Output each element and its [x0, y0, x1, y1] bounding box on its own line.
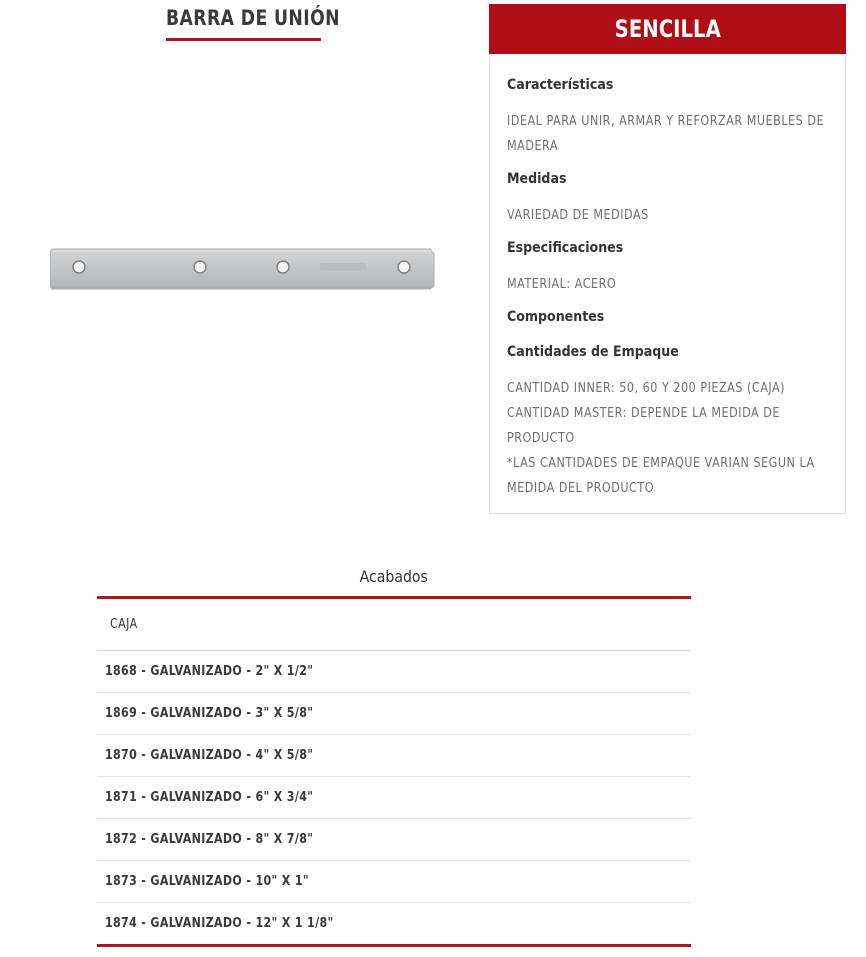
- product-image: [50, 246, 436, 292]
- acabados-row-label: 1874 - GALVANIZADO - 12" X 1 1/8": [105, 916, 334, 931]
- section-heading: Medidas: [507, 171, 567, 187]
- acabados-title: [97, 567, 691, 586]
- section-text: *LAS CANTIDADES DE EMPAQUE VARIAN SEGUN LA: [507, 456, 815, 471]
- title-underline: [166, 38, 321, 41]
- section-componentes: [507, 307, 837, 327]
- panel-body: [507, 75, 837, 501]
- acabados-row[interactable]: [97, 651, 691, 693]
- section-medidas: [507, 169, 837, 228]
- section-caracteristicas: [507, 75, 837, 159]
- section-text: MADERA: [507, 139, 559, 154]
- acabados-row[interactable]: [97, 693, 691, 735]
- panel-header-label: SENCILLA: [614, 15, 721, 43]
- acabados-row-label: 1873 - GALVANIZADO - 10" X 1": [105, 874, 309, 889]
- acabados-row[interactable]: [97, 861, 691, 903]
- screw-hole-1: [73, 261, 85, 273]
- section-text: MEDIDA DEL PRODUCTO: [507, 481, 655, 496]
- page-title: BARRA DE UNIÓN: [166, 6, 340, 30]
- acabados-table: [97, 596, 691, 947]
- acabados-row[interactable]: [97, 819, 691, 861]
- product-info-panel: [489, 4, 846, 514]
- section-text: PRODUCTO: [507, 431, 575, 446]
- section-heading: Especificaciones: [507, 240, 624, 256]
- section-heading: Componentes: [507, 309, 605, 325]
- acabados-row-label: 1871 - GALVANIZADO - 6" X 3/4": [105, 790, 314, 805]
- acabados-header: [97, 599, 691, 651]
- acabados-row[interactable]: [97, 735, 691, 777]
- section-text: VARIEDAD DE MEDIDAS: [507, 208, 649, 223]
- acabados-title-label: Acabados: [359, 567, 429, 586]
- panel-header: [489, 4, 846, 54]
- section-text: CANTIDAD INNER: 50, 60 Y 200 PIEZAS (CAJA): [507, 381, 786, 396]
- screw-hole-3: [277, 261, 289, 273]
- section-heading: Características: [507, 77, 614, 93]
- acabados-row-label: 1869 - GALVANIZADO - 3" X 5/8": [105, 706, 314, 721]
- section-text: IDEAL PARA UNIR, ARMAR Y REFORZAR MUEBLES DE: [507, 114, 825, 129]
- embossed-logo: [320, 263, 366, 271]
- acabados-header-label: CAJA: [110, 617, 138, 632]
- section-text: CANTIDAD MASTER: DEPENDE LA MEDIDA DE: [507, 406, 780, 421]
- screw-hole-2: [194, 261, 206, 273]
- acabados-row[interactable]: [97, 903, 691, 944]
- section-text: MATERIAL: ACERO: [507, 277, 617, 292]
- section-cantidades-empaque: [507, 342, 837, 501]
- acabados-row-label: 1870 - GALVANIZADO - 4" X 5/8": [105, 748, 314, 763]
- acabados-row-label: 1868 - GALVANIZADO - 2" X 1/2": [105, 664, 314, 679]
- acabados-row-label: 1872 - GALVANIZADO - 8" X 7/8": [105, 832, 314, 847]
- section-especificaciones: [507, 238, 837, 297]
- acabados-row[interactable]: [97, 777, 691, 819]
- section-heading: Cantidades de Empaque: [507, 344, 679, 360]
- screw-hole-4: [398, 261, 410, 273]
